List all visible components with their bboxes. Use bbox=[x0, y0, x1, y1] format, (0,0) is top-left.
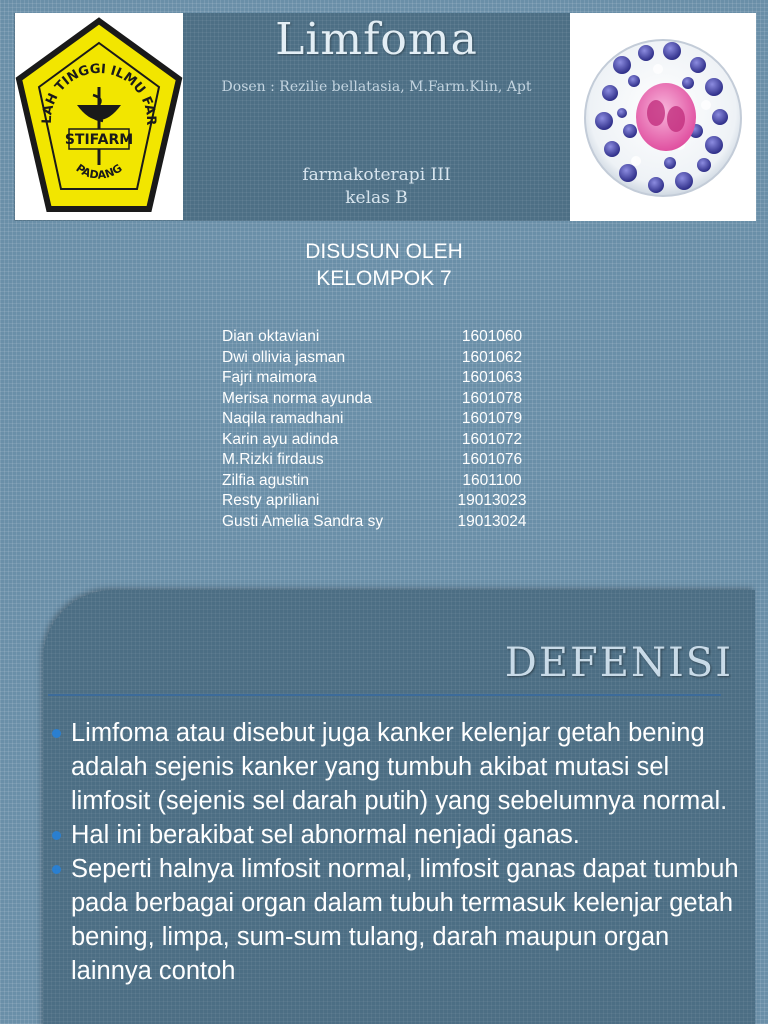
slide-title: Limfoma bbox=[275, 14, 478, 65]
member-name: Fajri maimora bbox=[222, 369, 317, 386]
member-name: Gusti Amelia Sandra sy bbox=[222, 512, 384, 530]
member-nim: 1601100 bbox=[462, 471, 522, 489]
logo-bottom-text: PADANG bbox=[73, 161, 125, 182]
bullet-icon bbox=[52, 729, 61, 738]
member-row bbox=[222, 491, 542, 512]
member-row bbox=[222, 450, 542, 471]
member-list bbox=[222, 327, 542, 532]
member-name: Karin ayu adinda bbox=[222, 430, 339, 448]
logo-center-text: STIFARM bbox=[64, 132, 134, 148]
member-name: Naqila ramadhani bbox=[222, 410, 344, 427]
course-name: farmakoterapi III bbox=[302, 165, 451, 185]
member-name: Zilfia agustin bbox=[222, 471, 310, 489]
member-name: Resty apriliani bbox=[222, 492, 320, 509]
member-row bbox=[222, 368, 542, 389]
member-name: M.Rizki firdaus bbox=[222, 451, 324, 468]
bullet-text: Hal ini berakibat sel abnormal nenjadi ganas. bbox=[71, 821, 580, 849]
member-nim: 1601076 bbox=[461, 451, 523, 468]
class-name: kelas B bbox=[345, 188, 408, 208]
bullet-item bbox=[48, 716, 748, 818]
bullet-icon bbox=[52, 865, 61, 874]
member-nim: 19013023 bbox=[457, 492, 527, 509]
logo-top-text: LAH TINGGI ILMU FAR bbox=[39, 61, 159, 126]
bullet-text: Limfoma atau disebut juga kanker kelenjar getah bening adalah sejenis kanker yang tumbuh akibat mutasi sel limfosit (sejenis sel darah putih) yang sebelumnya normal. bbox=[71, 719, 728, 815]
member-row bbox=[222, 389, 542, 410]
member-nim: 1601079 bbox=[461, 410, 523, 427]
member-nim: 19013024 bbox=[457, 512, 527, 530]
disusun-oleh: DISUSUN OLEH bbox=[305, 240, 463, 263]
lecturer-text: Dosen : Rezilie bellatasia, M.Farm.Klin, Apt bbox=[221, 79, 532, 95]
lymphoma-cell-image bbox=[570, 13, 756, 221]
member-name: Dwi ollivia jasman bbox=[222, 348, 346, 366]
stifarm-logo bbox=[15, 13, 183, 220]
member-row bbox=[222, 430, 542, 451]
group-name: KELOMPOK 7 bbox=[316, 267, 452, 290]
bullet-item bbox=[48, 818, 748, 852]
bullet-item bbox=[48, 852, 748, 988]
member-nim: 1601078 bbox=[461, 389, 523, 407]
course-info bbox=[183, 160, 570, 213]
title-divider bbox=[48, 694, 721, 696]
member-name: Merisa norma ayunda bbox=[222, 389, 372, 407]
lymphoma-cell-illustration bbox=[570, 13, 756, 221]
definition-title: DEFENISI bbox=[504, 640, 733, 686]
member-row bbox=[222, 471, 542, 492]
member-row bbox=[222, 348, 542, 369]
member-row bbox=[222, 512, 542, 533]
member-nim: 1601063 bbox=[461, 369, 523, 386]
bullet-icon bbox=[52, 831, 61, 840]
member-row bbox=[222, 409, 542, 430]
member-nim: 1601060 bbox=[461, 328, 523, 345]
definition-bullets bbox=[48, 716, 748, 988]
member-nim: 1601062 bbox=[461, 348, 523, 366]
bullet-text: Seperti halnya limfosit normal, limfosit ganas dapat tumbuh pada berbagai organ dalam tubuh termasuk kelenjar getah bening, limpa, sum-sum tulang, darah maupun organ lainnya contoh bbox=[71, 855, 739, 985]
authors-heading bbox=[0, 238, 768, 292]
member-nim: 1601072 bbox=[461, 430, 523, 448]
stifarm-logo-graphic bbox=[15, 13, 183, 220]
member-row bbox=[222, 327, 542, 348]
member-name: Dian oktaviani bbox=[222, 328, 320, 345]
